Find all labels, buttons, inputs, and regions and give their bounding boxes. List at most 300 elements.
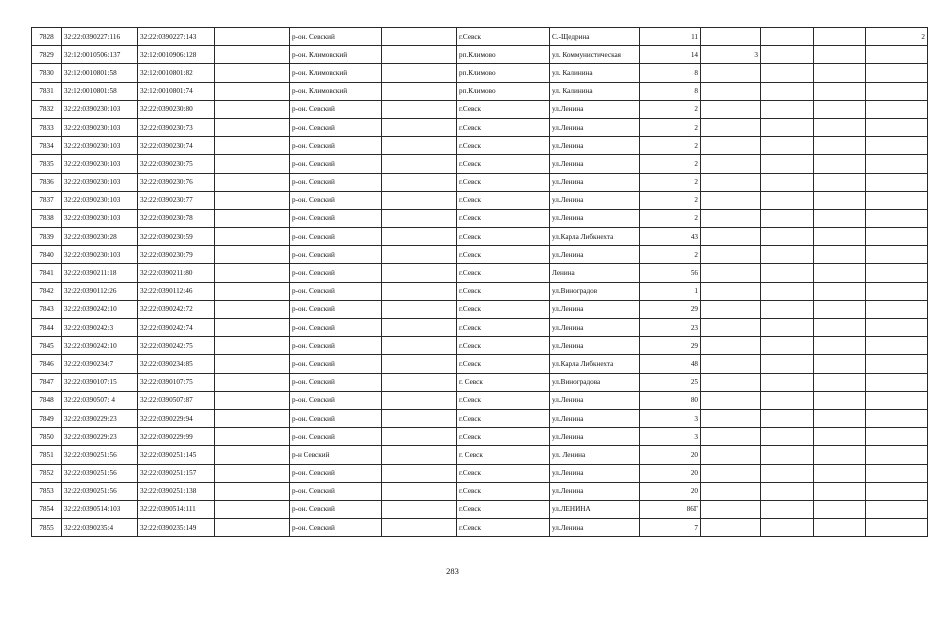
locality-cell: г.Севск <box>457 464 550 482</box>
blank-cell <box>382 64 457 82</box>
table-row <box>32 64 928 82</box>
blank-cell <box>761 282 814 300</box>
apartment-cell <box>866 446 928 464</box>
table-row <box>32 228 928 246</box>
house-number-cell: 3 <box>640 409 701 427</box>
record-number-cell: 7836 <box>32 173 62 191</box>
blank-cell <box>761 155 814 173</box>
cadastral-number-cell: 32:22:0390229:99 <box>138 428 215 446</box>
record-number-cell: 7837 <box>32 191 62 209</box>
record-number-cell: 7848 <box>32 391 62 409</box>
table-row <box>32 100 928 118</box>
house-number-cell: 86Г <box>640 500 701 518</box>
blank-cell <box>814 100 866 118</box>
apartment-cell: 2 <box>866 28 928 46</box>
blank-cell <box>215 173 290 191</box>
apartment-cell <box>866 282 928 300</box>
building-cell <box>701 500 761 518</box>
apartment-cell <box>866 355 928 373</box>
cadastral-number-cell: 32:22:0390251:145 <box>138 446 215 464</box>
street-cell: ул.Ленина <box>550 319 640 337</box>
blank-cell <box>814 173 866 191</box>
house-number-cell: 7 <box>640 519 701 537</box>
district-cell: р-он. Климовский <box>290 64 382 82</box>
blank-cell <box>215 300 290 318</box>
house-number-cell: 14 <box>640 46 701 64</box>
apartment-cell <box>866 46 928 64</box>
house-number-cell: 8 <box>640 82 701 100</box>
locality-cell: г.Севск <box>457 173 550 191</box>
building-cell <box>701 282 761 300</box>
blank-cell <box>215 319 290 337</box>
blank-cell <box>814 500 866 518</box>
page-number: 283 <box>446 566 459 576</box>
street-cell: ул.Ленина <box>550 137 640 155</box>
blank-cell <box>814 82 866 100</box>
district-cell: р-он. Севский <box>290 391 382 409</box>
parent-cadastral-cell: 32:22:0390112:26 <box>62 282 138 300</box>
district-cell: р-он. Севский <box>290 264 382 282</box>
parent-cadastral-cell: 32:22:0390229:23 <box>62 428 138 446</box>
blank-cell <box>761 82 814 100</box>
apartment-cell <box>866 264 928 282</box>
building-cell <box>701 319 761 337</box>
parent-cadastral-cell: 32:22:0390242:10 <box>62 337 138 355</box>
house-number-cell: 2 <box>640 137 701 155</box>
street-cell: ул.Ленина <box>550 118 640 136</box>
blank-cell <box>814 446 866 464</box>
record-number-cell: 7828 <box>32 28 62 46</box>
blank-cell <box>814 519 866 537</box>
building-cell <box>701 337 761 355</box>
table-row <box>32 28 928 46</box>
district-cell: р-он. Севский <box>290 409 382 427</box>
locality-cell: рп.Климово <box>457 64 550 82</box>
parent-cadastral-cell: 32:22:0390251:56 <box>62 482 138 500</box>
district-cell: р-он. Севский <box>290 137 382 155</box>
blank-cell <box>814 373 866 391</box>
blank-cell <box>761 355 814 373</box>
cadastral-number-cell: 32:12:0010801:74 <box>138 82 215 100</box>
table-row <box>32 428 928 446</box>
street-cell: ул.Ленина <box>550 409 640 427</box>
street-cell: ул. Ленина <box>550 446 640 464</box>
blank-cell <box>382 228 457 246</box>
street-cell: ул.Ленина <box>550 428 640 446</box>
record-number-cell: 7830 <box>32 64 62 82</box>
record-number-cell: 7838 <box>32 209 62 227</box>
blank-cell <box>761 319 814 337</box>
district-cell: р-он. Севский <box>290 464 382 482</box>
blank-cell <box>382 300 457 318</box>
blank-cell <box>761 300 814 318</box>
blank-cell <box>382 428 457 446</box>
registry-table <box>31 27 928 537</box>
apartment-cell <box>866 100 928 118</box>
blank-cell <box>761 46 814 64</box>
parent-cadastral-cell: 32:22:0390251:56 <box>62 446 138 464</box>
blank-cell <box>761 191 814 209</box>
apartment-cell <box>866 137 928 155</box>
blank-cell <box>382 519 457 537</box>
locality-cell: г.Севск <box>457 482 550 500</box>
locality-cell: рп.Климово <box>457 82 550 100</box>
locality-cell: г.Севск <box>457 209 550 227</box>
record-number-cell: 7843 <box>32 300 62 318</box>
district-cell: р-он. Севский <box>290 500 382 518</box>
blank-cell <box>761 28 814 46</box>
house-number-cell: 3 <box>640 428 701 446</box>
cadastral-number-cell: 32:22:0390211:80 <box>138 264 215 282</box>
blank-cell <box>761 428 814 446</box>
blank-cell <box>382 264 457 282</box>
district-cell: р-он. Севский <box>290 209 382 227</box>
building-cell <box>701 64 761 82</box>
record-number-cell: 7846 <box>32 355 62 373</box>
street-cell: Ленина <box>550 264 640 282</box>
street-cell: ул.Ленина <box>550 337 640 355</box>
house-number-cell: 20 <box>640 446 701 464</box>
street-cell: ул.Ленина <box>550 300 640 318</box>
blank-cell <box>761 64 814 82</box>
blank-cell <box>215 337 290 355</box>
apartment-cell <box>866 464 928 482</box>
building-cell <box>701 391 761 409</box>
blank-cell <box>215 500 290 518</box>
parent-cadastral-cell: 32:22:0390514:103 <box>62 500 138 518</box>
building-cell <box>701 137 761 155</box>
street-cell: ул.Ленина <box>550 155 640 173</box>
blank-cell <box>814 191 866 209</box>
blank-cell <box>382 337 457 355</box>
street-cell: ул. Калинина <box>550 64 640 82</box>
blank-cell <box>761 409 814 427</box>
table-body <box>32 28 928 537</box>
cadastral-number-cell: 32:22:0390230:73 <box>138 118 215 136</box>
locality-cell: г.Севск <box>457 28 550 46</box>
apartment-cell <box>866 519 928 537</box>
blank-cell <box>814 228 866 246</box>
district-cell: р-он. Климовский <box>290 46 382 64</box>
record-number-cell: 7849 <box>32 409 62 427</box>
blank-cell <box>761 446 814 464</box>
blank-cell <box>814 155 866 173</box>
table-row <box>32 337 928 355</box>
blank-cell <box>382 355 457 373</box>
house-number-cell: 80 <box>640 391 701 409</box>
blank-cell <box>215 355 290 373</box>
blank-cell <box>761 137 814 155</box>
record-number-cell: 7855 <box>32 519 62 537</box>
locality-cell: г.Севск <box>457 191 550 209</box>
cadastral-number-cell: 32:22:0390514:111 <box>138 500 215 518</box>
house-number-cell: 23 <box>640 319 701 337</box>
locality-cell: г.Севск <box>457 519 550 537</box>
locality-cell: г. Севск <box>457 373 550 391</box>
building-cell <box>701 100 761 118</box>
blank-cell <box>761 373 814 391</box>
building-cell <box>701 118 761 136</box>
locality-cell: г.Севск <box>457 300 550 318</box>
house-number-cell: 2 <box>640 209 701 227</box>
district-cell: р-он. Севский <box>290 173 382 191</box>
blank-cell <box>761 391 814 409</box>
apartment-cell <box>866 319 928 337</box>
locality-cell: г.Севск <box>457 391 550 409</box>
cadastral-number-cell: 32:22:0390230:80 <box>138 100 215 118</box>
parent-cadastral-cell: 32:22:0390242:3 <box>62 319 138 337</box>
table-row <box>32 446 928 464</box>
cadastral-number-cell: 32:22:0390230:77 <box>138 191 215 209</box>
parent-cadastral-cell: 32:22:0390235:4 <box>62 519 138 537</box>
record-number-cell: 7853 <box>32 482 62 500</box>
district-cell: р-он. Севский <box>290 282 382 300</box>
building-cell <box>701 191 761 209</box>
record-number-cell: 7850 <box>32 428 62 446</box>
table-row <box>32 118 928 136</box>
blank-cell <box>761 100 814 118</box>
blank-cell <box>382 82 457 100</box>
blank-cell <box>215 118 290 136</box>
blank-cell <box>761 337 814 355</box>
cadastral-number-cell: 32:22:0390230:75 <box>138 155 215 173</box>
parent-cadastral-cell: 32:22:0390230:103 <box>62 209 138 227</box>
record-number-cell: 7832 <box>32 100 62 118</box>
house-number-cell: 43 <box>640 228 701 246</box>
blank-cell <box>761 228 814 246</box>
blank-cell <box>382 319 457 337</box>
blank-cell <box>382 482 457 500</box>
blank-cell <box>814 46 866 64</box>
house-number-cell: 20 <box>640 464 701 482</box>
blank-cell <box>814 409 866 427</box>
table-row <box>32 373 928 391</box>
record-number-cell: 7840 <box>32 246 62 264</box>
table-row <box>32 300 928 318</box>
cadastral-number-cell: 32:22:0390227:143 <box>138 28 215 46</box>
blank-cell <box>814 246 866 264</box>
apartment-cell <box>866 391 928 409</box>
blank-cell <box>761 118 814 136</box>
table-row <box>32 155 928 173</box>
parent-cadastral-cell: 32:22:0390507: 4 <box>62 391 138 409</box>
blank-cell <box>814 300 866 318</box>
building-cell <box>701 28 761 46</box>
house-number-cell: 2 <box>640 173 701 191</box>
parent-cadastral-cell: 32:22:0390230:103 <box>62 191 138 209</box>
parent-cadastral-cell: 32:22:0390242:10 <box>62 300 138 318</box>
blank-cell <box>215 46 290 64</box>
locality-cell: г.Севск <box>457 137 550 155</box>
blank-cell <box>814 28 866 46</box>
table-row <box>32 191 928 209</box>
table-row <box>32 282 928 300</box>
record-number-cell: 7841 <box>32 264 62 282</box>
record-number-cell: 7839 <box>32 228 62 246</box>
building-cell <box>701 173 761 191</box>
apartment-cell <box>866 155 928 173</box>
blank-cell <box>215 228 290 246</box>
blank-cell <box>761 482 814 500</box>
house-number-cell: 2 <box>640 191 701 209</box>
building-cell <box>701 373 761 391</box>
blank-cell <box>382 464 457 482</box>
locality-cell: г.Севск <box>457 228 550 246</box>
parent-cadastral-cell: 32:12:0010801:58 <box>62 82 138 100</box>
table-row <box>32 519 928 537</box>
apartment-cell <box>866 173 928 191</box>
cadastral-number-cell: 32:12:0010801:82 <box>138 64 215 82</box>
house-number-cell: 2 <box>640 155 701 173</box>
cadastral-number-cell: 32:22:0390230:79 <box>138 246 215 264</box>
district-cell: р-он. Севский <box>290 428 382 446</box>
blank-cell <box>814 118 866 136</box>
parent-cadastral-cell: 32:22:0390230:103 <box>62 137 138 155</box>
blank-cell <box>382 446 457 464</box>
parent-cadastral-cell: 32:22:0390230:103 <box>62 155 138 173</box>
district-cell: р-он. Климовский <box>290 82 382 100</box>
cadastral-number-cell: 32:22:0390230:74 <box>138 137 215 155</box>
cadastral-number-cell: 32:22:0390234:85 <box>138 355 215 373</box>
street-cell: ул.Ленина <box>550 482 640 500</box>
parent-cadastral-cell: 32:22:0390234:7 <box>62 355 138 373</box>
district-cell: р-он. Севский <box>290 519 382 537</box>
blank-cell <box>382 137 457 155</box>
cadastral-number-cell: 32:22:0390507:87 <box>138 391 215 409</box>
parent-cadastral-cell: 32:22:0390229:23 <box>62 409 138 427</box>
district-cell: р-он. Севский <box>290 373 382 391</box>
table-row <box>32 264 928 282</box>
blank-cell <box>761 264 814 282</box>
table-row <box>32 173 928 191</box>
blank-cell <box>814 64 866 82</box>
cadastral-number-cell: 32:22:0390230:76 <box>138 173 215 191</box>
blank-cell <box>215 409 290 427</box>
blank-cell <box>814 137 866 155</box>
building-cell <box>701 155 761 173</box>
street-cell: ул.Ленина <box>550 173 640 191</box>
parent-cadastral-cell: 32:22:0390230:103 <box>62 100 138 118</box>
blank-cell <box>215 191 290 209</box>
district-cell: р-он. Севский <box>290 100 382 118</box>
record-number-cell: 7851 <box>32 446 62 464</box>
blank-cell <box>814 391 866 409</box>
blank-cell <box>382 282 457 300</box>
parent-cadastral-cell: 32:22:0390107:15 <box>62 373 138 391</box>
cadastral-number-cell: 32:22:0390235:149 <box>138 519 215 537</box>
cadastral-number-cell: 32:22:0390242:74 <box>138 319 215 337</box>
building-cell <box>701 246 761 264</box>
blank-cell <box>382 391 457 409</box>
street-cell: ул.Виноградов <box>550 282 640 300</box>
table-row <box>32 464 928 482</box>
blank-cell <box>814 482 866 500</box>
district-cell: р-он. Севский <box>290 319 382 337</box>
locality-cell: г.Севск <box>457 428 550 446</box>
apartment-cell <box>866 373 928 391</box>
cadastral-number-cell: 32:22:0390112:46 <box>138 282 215 300</box>
blank-cell <box>814 355 866 373</box>
district-cell: р-он. Севский <box>290 155 382 173</box>
apartment-cell <box>866 209 928 227</box>
blank-cell <box>382 373 457 391</box>
parent-cadastral-cell: 32:12:0010801:58 <box>62 64 138 82</box>
blank-cell <box>382 100 457 118</box>
blank-cell <box>215 155 290 173</box>
street-cell: ул.Ленина <box>550 464 640 482</box>
blank-cell <box>761 246 814 264</box>
table-row <box>32 319 928 337</box>
parent-cadastral-cell: 32:22:0390230:103 <box>62 246 138 264</box>
building-cell <box>701 409 761 427</box>
table-row <box>32 246 928 264</box>
apartment-cell <box>866 428 928 446</box>
district-cell: р-он. Севский <box>290 300 382 318</box>
locality-cell: г. Севск <box>457 446 550 464</box>
locality-cell: г.Севск <box>457 246 550 264</box>
blank-cell <box>215 282 290 300</box>
street-cell: ул.Ленина <box>550 191 640 209</box>
building-cell <box>701 300 761 318</box>
apartment-cell <box>866 409 928 427</box>
house-number-cell: 20 <box>640 482 701 500</box>
apartment-cell <box>866 337 928 355</box>
cadastral-number-cell: 32:22:0390251:138 <box>138 482 215 500</box>
table-row <box>32 82 928 100</box>
house-number-cell: 29 <box>640 300 701 318</box>
blank-cell <box>761 209 814 227</box>
cadastral-number-cell: 32:22:0390107:75 <box>138 373 215 391</box>
cadastral-number-cell: 32:22:0390242:75 <box>138 337 215 355</box>
blank-cell <box>215 391 290 409</box>
parent-cadastral-cell: 32:22:0390211:18 <box>62 264 138 282</box>
street-cell: ул.Ленина <box>550 519 640 537</box>
street-cell: ул.Карла Либкнехта <box>550 355 640 373</box>
house-number-cell: 2 <box>640 118 701 136</box>
locality-cell: рп.Климово <box>457 46 550 64</box>
blank-cell <box>215 64 290 82</box>
district-cell: р-н Севский <box>290 446 382 464</box>
apartment-cell <box>866 191 928 209</box>
parent-cadastral-cell: 32:22:0390251:56 <box>62 464 138 482</box>
locality-cell: г.Севск <box>457 100 550 118</box>
building-cell <box>701 446 761 464</box>
blank-cell <box>215 100 290 118</box>
cadastral-number-cell: 32:12:0010906:128 <box>138 46 215 64</box>
blank-cell <box>814 464 866 482</box>
building-cell <box>701 519 761 537</box>
table-row <box>32 409 928 427</box>
district-cell: р-он. Севский <box>290 28 382 46</box>
district-cell: р-он. Севский <box>290 246 382 264</box>
blank-cell <box>382 500 457 518</box>
blank-cell <box>761 464 814 482</box>
record-number-cell: 7831 <box>32 82 62 100</box>
table-row <box>32 46 928 64</box>
blank-cell <box>382 191 457 209</box>
table-row <box>32 209 928 227</box>
cadastral-number-cell: 32:22:0390251:157 <box>138 464 215 482</box>
building-cell <box>701 428 761 446</box>
locality-cell: г.Севск <box>457 409 550 427</box>
blank-cell <box>761 519 814 537</box>
street-cell: ул. Коммунистическая <box>550 46 640 64</box>
apartment-cell <box>866 482 928 500</box>
street-cell: ул.Ленина <box>550 391 640 409</box>
cadastral-number-cell: 32:22:0390230:78 <box>138 209 215 227</box>
apartment-cell <box>866 246 928 264</box>
blank-cell <box>215 264 290 282</box>
